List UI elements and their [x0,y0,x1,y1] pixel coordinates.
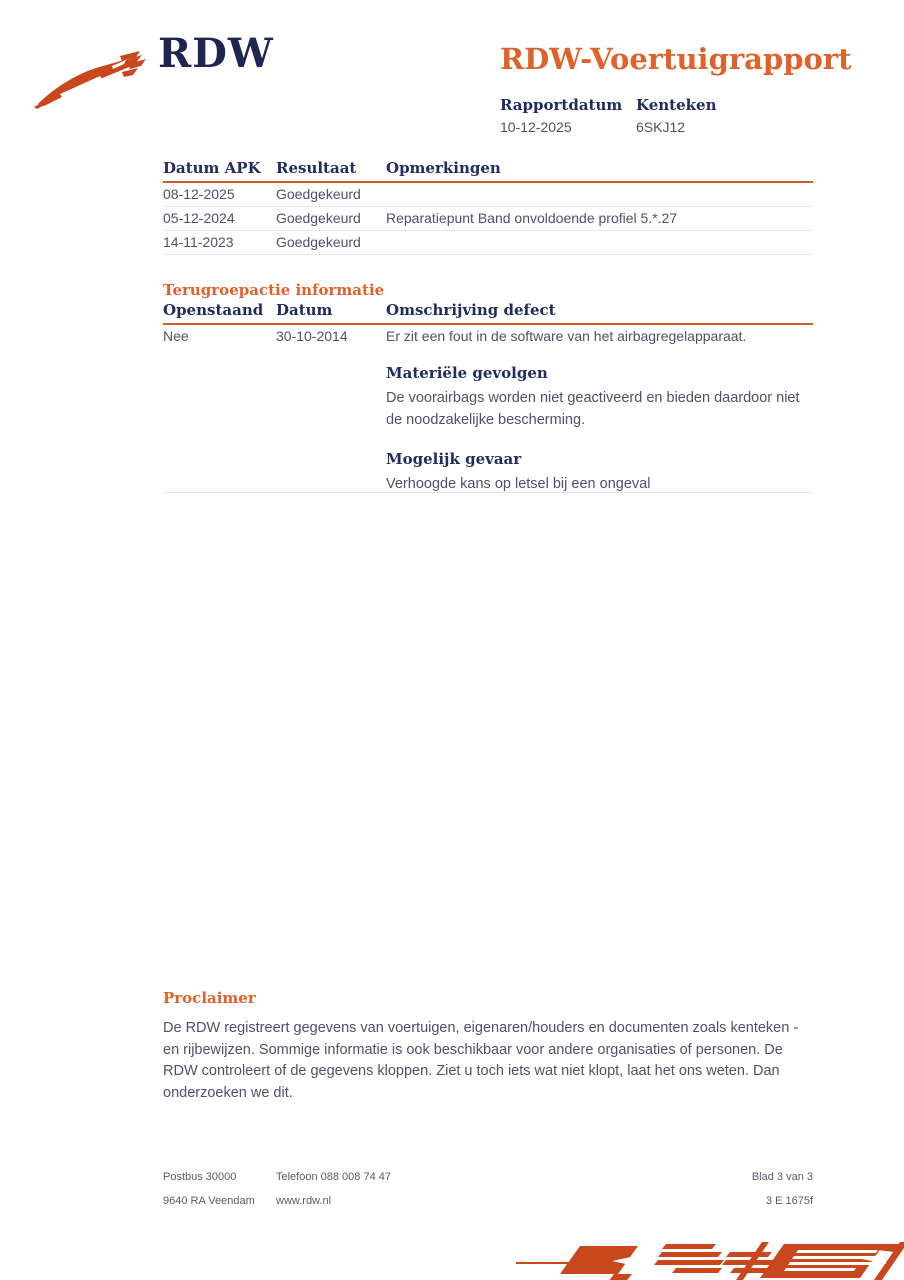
recall-col-openstaand: Openstaand [163,301,264,319]
footer-row-2 [163,1195,813,1209]
speed-stripes-graphic-icon [516,1238,904,1280]
apk-resultaat: Goedgekeurd [276,234,361,250]
apk-opmerkingen [386,186,813,202]
report-date-label: Rapportdatum [500,96,623,114]
danger-heading: Mogelijk gevaar [386,450,522,468]
recall-openstaand: Nee [163,328,189,344]
apk-opmerkingen [386,234,813,250]
apk-col-opmerkingen: Opmerkingen [386,159,501,177]
report-date-block [500,96,622,135]
apk-datum: 08-12-2025 [163,186,235,202]
recall-col-omschrijving: Omschrijving defect [386,301,556,319]
apk-opmerkingen: Reparatiepunt Band onvoldoende profiel 5.*.27 [386,210,678,226]
section-divider [163,492,813,493]
recall-danger-block [386,450,816,496]
recall-col-datum: Datum [276,301,333,319]
apk-table-header [163,159,813,183]
table-row [163,207,813,231]
license-plate-value: 6SKJ12 [636,119,686,135]
danger-text: Verhoogde kans op letsel bij een ongeval [386,476,651,492]
page-title: RDW-Voertuigrapport [500,42,852,76]
license-plate-block [636,96,716,135]
rdw-feather-logo-icon [34,48,154,112]
apk-table [163,159,813,255]
footer-form-code: 3 E 1675f [765,1195,813,1207]
table-row [163,325,813,348]
apk-datum: 14-11-2023 [163,234,234,250]
recall-omschrijving: Er zit een fout in de software van het airbagregelapparaat. [386,328,747,344]
apk-resultaat: Goedgekeurd [276,210,361,226]
table-row [163,183,813,207]
recall-consequences-block [386,364,816,431]
recall-table [163,301,813,348]
proclaimer-heading: Proclaimer [163,989,256,1007]
recall-section-heading: Terugroepactie informatie [163,281,385,299]
rdw-wordmark: RDW [158,30,274,77]
footer-postbus: Postbus 30000 [163,1171,237,1183]
apk-datum: 05-12-2024 [163,210,235,226]
consequences-text: De voorairbags worden niet geactiveerd en bieden daardoor niet de noodzakelijke bescherming. [386,390,800,428]
footer-phone: Telefoon 088 008 74 47 [276,1171,391,1183]
footer-page-indicator: Blad 3 van 3 [751,1171,813,1183]
table-row [163,231,813,255]
consequences-heading: Materiële gevolgen [386,364,548,382]
license-plate-label: Kenteken [636,96,717,114]
apk-col-resultaat: Resultaat [276,159,357,177]
proclaimer-text: De RDW registreert gegevens van voertuigen, eigenaren/houders en documenten zoals kenteken - en rijbewijzen. Sommige informatie is ook beschikbaar voor andere organisaties of personen. De RDW controleert of de gegevens kloppen. Ziet u toch iets wat niet klopt, laat het ons weten. Dan onderzoeken we dit. [163,1020,799,1101]
recall-datum: 30-10-2014 [276,328,348,344]
report-date-value: 10-12-2025 [500,119,572,135]
footer-city: 9640 RA Veendam [163,1195,255,1207]
footer-website[interactable]: www.rdw.nl [276,1195,332,1207]
apk-col-datum: Datum APK [163,159,261,177]
recall-table-header [163,301,813,325]
footer-row-1 [163,1171,813,1185]
apk-resultaat: Goedgekeurd [276,186,361,202]
